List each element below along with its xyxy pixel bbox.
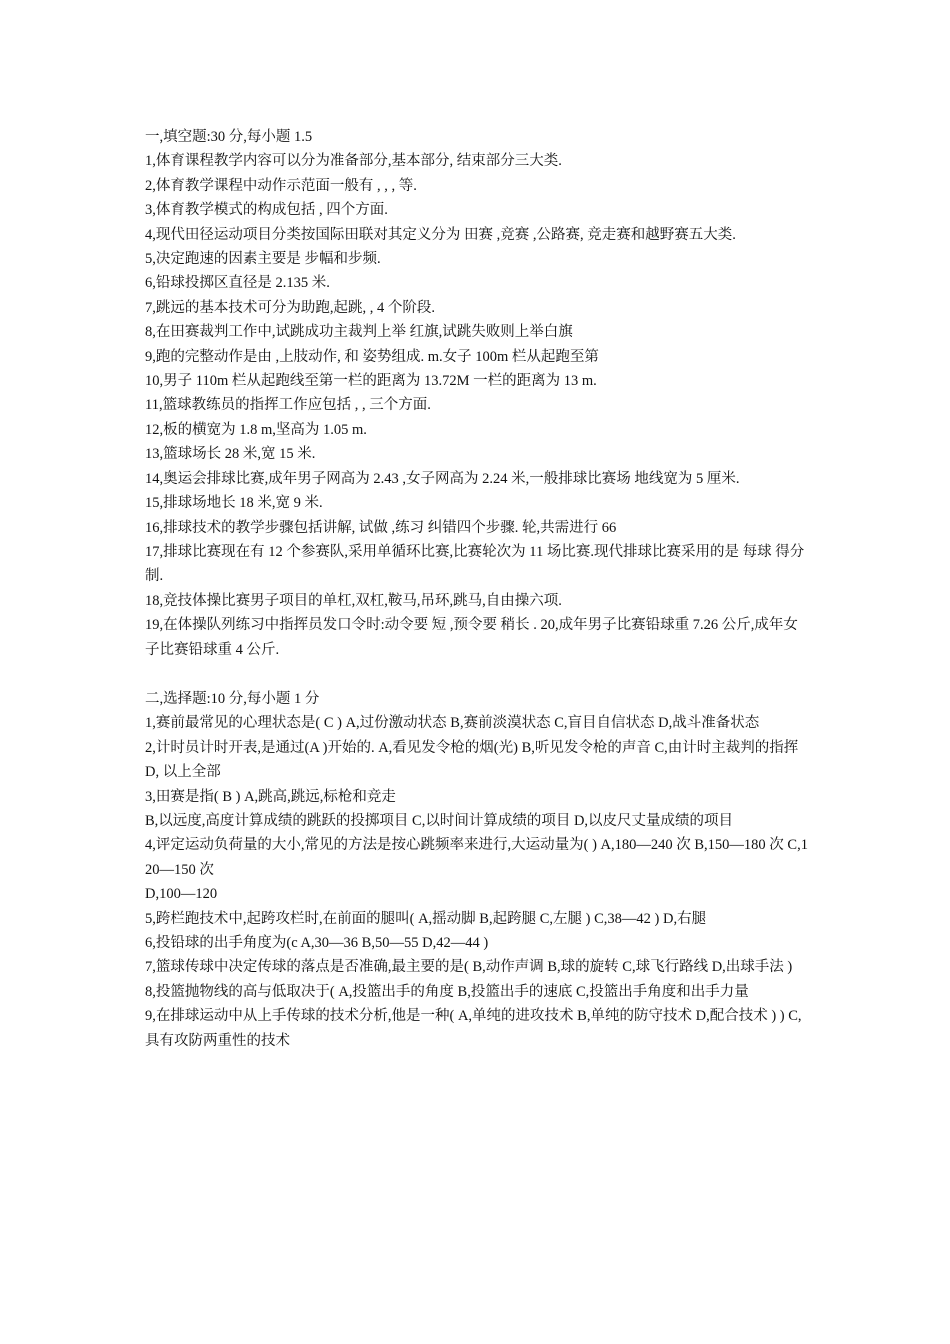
fill-blank-item-12: 12,板的横宽为 1.8 m,坚高为 1.05 m. — [145, 421, 367, 438]
choice-item-9: 9,在排球运动中从上手传球的技术分析,他是一种( A,单纯的进攻技术 B,单纯的防守技术 D,配合技术 ) ) C,具有攻防两重性的技术 — [145, 1008, 802, 1049]
fill-blank-item-11: 11,篮球教练员的指挥工作应包括 , , 三个方面. — [145, 397, 431, 414]
choice-item-8: 8,投篮抛物线的高与低取决于( A,投篮出手的角度 B,投篮出手的速底 C,投篮出手角度和出手力量 — [145, 983, 749, 1000]
fill-blank-item-10: 10,男子 110m 栏从起跑线至第一栏的距离为 13.72M 一栏的距离为 13 m. — [145, 373, 597, 390]
fill-blank-item-7: 7,跳远的基本技术可分为助跑,起跳, , 4 个阶段. — [145, 299, 435, 316]
choice-item-3-options: B,以远度,高度计算成绩的跳跃的投掷项目 C,以时间计算成绩的项目 D,以皮尺丈量成绩的项目 — [145, 812, 734, 829]
fill-blank-item-16: 16,排球技术的教学步骤包括讲解, 试做 ,练习 纠错四个步骤. 轮,共需进行 66 — [145, 519, 617, 536]
choice-item-4-option-d: D,100—120 — [145, 886, 218, 903]
fill-blank-item-5: 5,决定跑速的因素主要是 步幅和步频. — [145, 251, 381, 268]
fill-blank-item-17: 17,排球比赛现在有 12 个参赛队,采用单循环比赛,比赛轮次为 11 场比赛.现代排球比赛采用的是 每球 得分制. — [145, 543, 805, 585]
fill-blank-item-19: 19,在体操队列练习中指挥员发口令时:动令要 短 ,预令要 稍长 . 20,成年男子比赛铅球重 7.26 公斤,成年女子比赛铅球重 4 公斤. — [145, 617, 798, 658]
choice-item-1: 1,赛前最常见的心理状态是( C ) A,过份激动状态 B,赛前淡漠状态 C,盲目自信状态 D,战斗准备状态 — [145, 715, 760, 732]
fill-blank-item-4: 4,现代田径运动项目分类按国际田联对其定义分为 田赛 ,竞赛 ,公路赛, 竞走赛和越野赛五大类. — [145, 226, 736, 243]
fill-blank-item-2: 2,体育教学课程中动作示范面一般有 , , , 等. — [145, 177, 417, 194]
fill-blank-item-14: 14,奥运会排球比赛,成年男子网高为 2.43 ,女子网高为 2.24 米,一般排球比赛场 地线宽为 5 厘米. — [145, 470, 740, 487]
fill-blank-item-6: 6,铅球投掷区直径是 2.135 米. — [145, 275, 330, 292]
fill-blank-item-3: 3,体育教学模式的构成包括 , 四个方面. — [145, 202, 388, 219]
choice-item-7: 7,篮球传球中决定传球的落点是否准确,最主要的是( B,动作声调 B,球的旋转 C,球飞行路线 D,出球手法 ) — [145, 959, 793, 976]
section-spacer — [145, 662, 810, 687]
section-2-list — [145, 711, 810, 1053]
section-1-title: 一,填空题:30 分,每小题 1.5 — [145, 129, 313, 145]
choice-item-4: 4,评定运动负荷量的大小,常见的方法是按心跳频率来进行,大运动量为( ) A,180—240 次 B,150—180 次 C,120—150 次 — [145, 837, 808, 878]
document-page — [145, 125, 810, 1053]
fill-blank-item-1: 1,体育课程教学内容可以分为准备部分,基本部分, 结束部分三大类. — [145, 153, 562, 170]
choice-item-6: 6,投铅球的出手角度为(c A,30—36 B,50—55 D,42—44 ) — [145, 935, 489, 951]
fill-blank-item-8: 8,在田赛裁判工作中,试跳成功主裁判上举 红旗,试跳失败则上举白旗 — [145, 324, 573, 341]
choice-item-5: 5,跨栏跑技术中,起跨攻栏时,在前面的腿叫( A,摇动脚 B,起跨腿 C,左腿 ) C,38—42 ) D,右腿 — [145, 910, 707, 927]
choice-item-2: 2,计时员计时开表,是通过(A )开始的. A,看见发令枪的烟(光) B,听见发令枪的声音 C,由计时主裁判的指挥 D, 以上全部 — [145, 739, 799, 781]
fill-blank-item-13: 13,篮球场长 28 米,宽 15 米. — [145, 446, 316, 463]
fill-blank-item-15: 15,排球场地长 18 米,宽 9 米. — [145, 495, 323, 512]
fill-blank-item-18: 18,竞技体操比赛男子项目的单杠,双杠,鞍马,吊环,跳马,自由操六项. — [145, 592, 562, 609]
section-2-title: 二,选择题:10 分,每小题 1 分 — [145, 690, 320, 707]
choice-item-3: 3,田赛是指( B ) A,跳高,跳远,标枪和竞走 — [145, 788, 396, 805]
fill-blank-item-9: 9,跑的完整动作是由 ,上肢动作, 和 姿势组成. m.女子 100m 栏从起跑至第 — [145, 348, 599, 365]
section-1-list — [145, 149, 810, 662]
